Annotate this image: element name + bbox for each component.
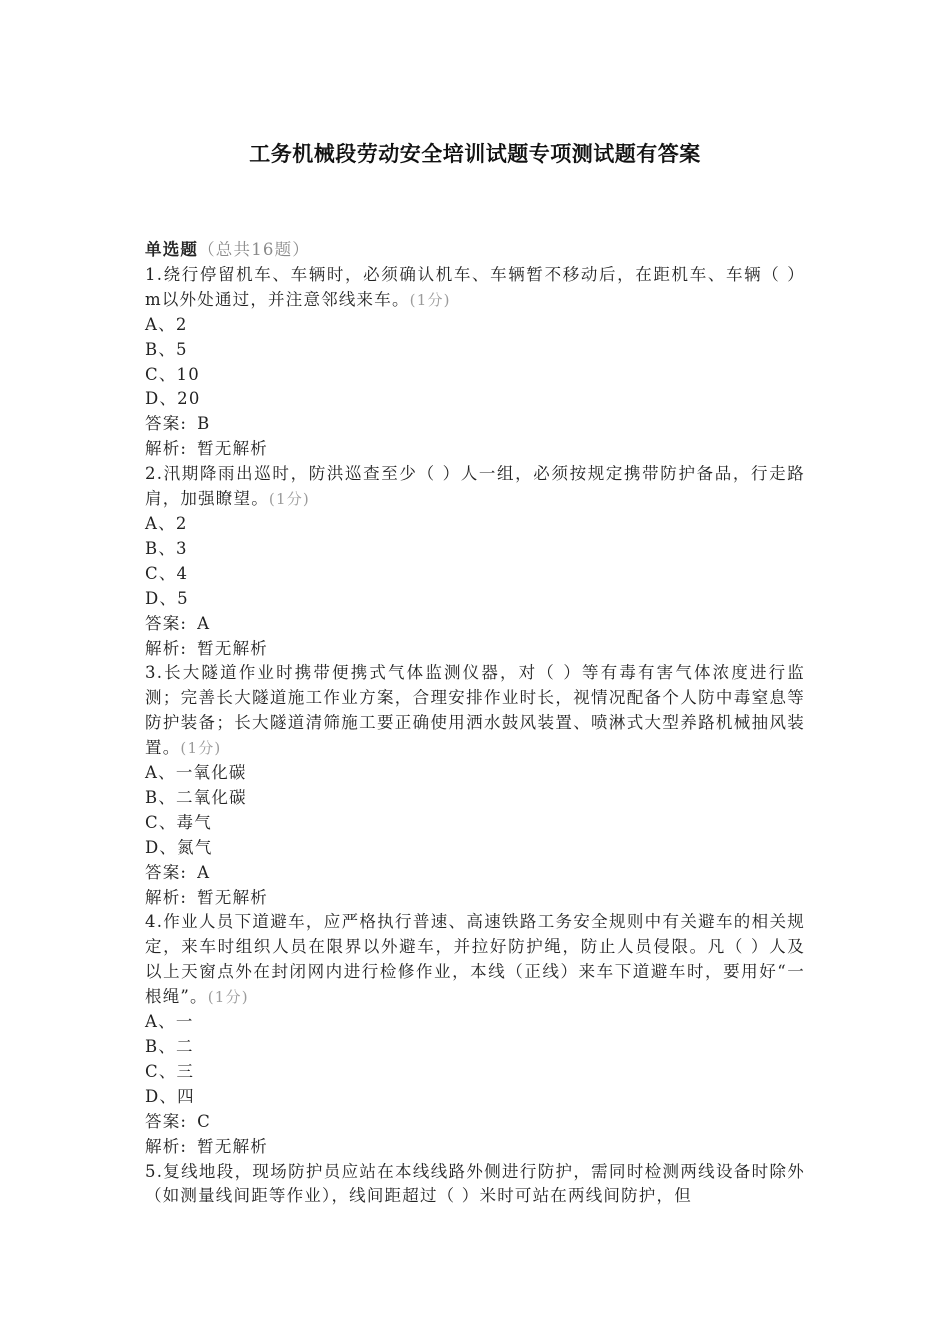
option-a: A、2	[145, 513, 188, 533]
analysis-row	[145, 437, 805, 462]
question-text: 3.长大隧道作业时携带便携式气体监测仪器，对（ ）等有毒有害气体浓度进行监测；完善长大隧道施工作业方案，合理安排作业时长，视情况配备个人防中毒窒息等防护装备；长大隧道清筛施工要正确使用洒水鼓风装置、喷淋式大型养路机械抽风装置。(1分)	[145, 663, 805, 758]
option-b: B、3	[145, 538, 188, 558]
option-c: C、4	[145, 563, 189, 583]
question-block	[145, 462, 805, 661]
question-block	[145, 910, 805, 1159]
analysis-value: 暂无解析	[197, 1136, 268, 1156]
question-text: 5.复线地段，现场防护员应站在本线线路外侧进行防护，需同时检测两线设备时除外（如测量线间距等作业），线间距超过（ ）米时可站在两线间防护，但	[145, 1161, 805, 1206]
question-text: 4.作业人员下道避车，应严格执行普速、高速铁路工务安全规则中有关避车的相关规定，来车时组织人员在限界以外避车，并拉好防护绳，防止人员侵限。凡（ ）人及以上天窗点外在封闭网内进行检修作业，本线（正线）来车下道避车时，要用好“一根绳”。(1分)	[145, 912, 805, 1007]
option-b: B、5	[145, 339, 188, 359]
document-title: 工务机械段劳动安全培训试题专项测试题有答案	[249, 141, 701, 166]
analysis-value: 暂无解析	[197, 638, 268, 658]
answer-row	[145, 412, 805, 437]
answer-row	[145, 861, 805, 886]
answer-label: 答案:	[145, 1111, 188, 1131]
option-c: C、10	[145, 364, 200, 384]
option-d: D、氮气	[145, 837, 213, 857]
answer-value: B	[197, 414, 211, 434]
section-heading	[145, 238, 805, 263]
question-score: (1分)	[207, 988, 249, 1007]
answer-value: A	[197, 862, 211, 882]
answer-value: A	[197, 613, 211, 633]
question-score: (1分)	[268, 490, 310, 509]
question-text: 2.汛期降雨出巡时，防洪巡查至少（ ）人一组，必须按规定携带防护备品，行走路肩，加强瞭望。(1分)	[145, 464, 805, 509]
answer-label: 答案:	[145, 862, 188, 882]
analysis-label: 解析:	[145, 887, 188, 907]
answer-value: C	[197, 1111, 211, 1131]
option-b: B、二	[145, 1037, 194, 1056]
question-score: (1分)	[180, 739, 222, 758]
option-a: A、一氧化碳	[145, 763, 247, 783]
document-content	[145, 238, 805, 1209]
option-c: C、三	[145, 1061, 195, 1081]
option-d: D、四	[145, 1086, 195, 1106]
answer-label: 答案:	[145, 613, 188, 633]
question-text: 1.绕行停留机车、车辆时，必须确认机车、车辆暂不移动后，在距机车、车辆（ ） m以外处通过，并注意邻线来车。(1分)	[145, 264, 805, 309]
analysis-label: 解析:	[145, 439, 188, 459]
option-a: A、2	[145, 314, 188, 334]
option-d: D、20	[145, 389, 201, 409]
analysis-value: 暂无解析	[197, 439, 268, 459]
option-d: D、5	[145, 588, 189, 608]
section-heading-label: 单选题	[145, 240, 199, 259]
option-b: B、二氧化碳	[145, 787, 247, 807]
analysis-label: 解析:	[145, 1136, 188, 1156]
answer-label: 答案:	[145, 414, 188, 434]
option-a: A、一	[145, 1012, 194, 1032]
option-c: C、毒气	[145, 812, 212, 832]
question-block	[145, 263, 805, 462]
question-block	[145, 1160, 805, 1210]
question-score: (1分)	[409, 290, 451, 309]
analysis-label: 解析:	[145, 638, 188, 658]
section-question-count: （总共16题）	[198, 240, 311, 259]
answer-row	[145, 1110, 805, 1135]
analysis-row	[145, 886, 805, 911]
question-block	[145, 661, 805, 910]
analysis-value: 暂无解析	[197, 887, 268, 907]
answer-row	[145, 612, 805, 637]
analysis-row	[145, 637, 805, 662]
analysis-row	[145, 1135, 805, 1160]
